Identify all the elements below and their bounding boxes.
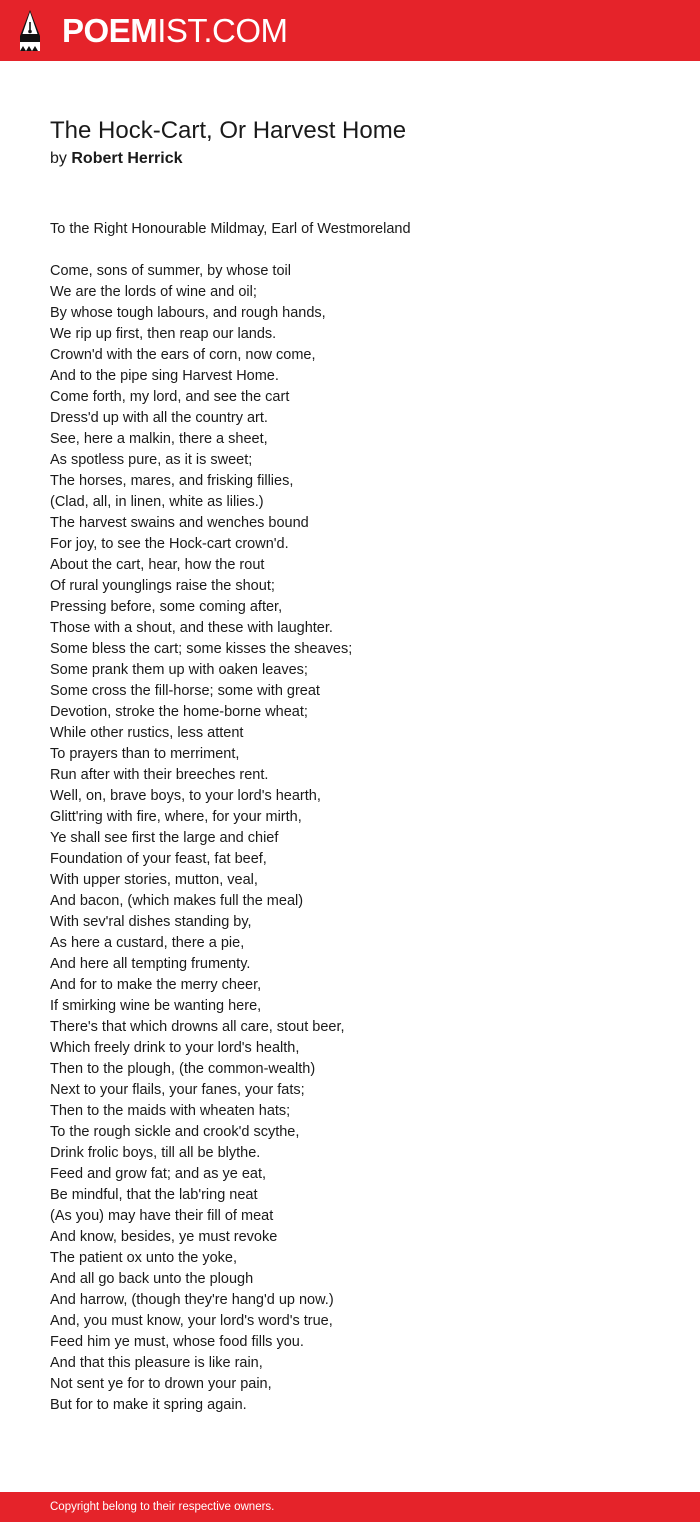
poem-line: As here a custard, there a pie, xyxy=(50,935,245,951)
poem-dedication: To the Right Honourable Mildmay, Earl of Westmoreland xyxy=(50,221,411,237)
poem-line: Run after with their breeches rent. xyxy=(50,767,269,783)
poem-line: Some bless the cart; some kisses the sheaves; xyxy=(50,641,353,657)
poem-line: We rip up first, then reap our lands. xyxy=(50,326,277,342)
poem-line: The patient ox unto the yoke, xyxy=(50,1250,238,1266)
poem-line: And to the pipe sing Harvest Home. xyxy=(50,368,279,384)
poem-line: Feed and grow fat; and as ye eat, xyxy=(50,1166,267,1182)
poem-line: (Clad, all, in linen, white as lilies.) xyxy=(50,494,264,510)
poem-line: If smirking wine be wanting here, xyxy=(50,998,262,1014)
poem-line: Dress'd up with all the country art. xyxy=(50,410,268,426)
poem-title: The Hock-Cart, Or Harvest Home xyxy=(50,117,407,144)
byline xyxy=(50,148,183,170)
site-header xyxy=(0,0,700,61)
site-footer xyxy=(0,1492,700,1522)
poem-line: Feed him ye must, whose food fills you. xyxy=(50,1334,304,1350)
poem-line: There's that which drowns all care, stout beer, xyxy=(50,1019,345,1035)
pen-nib-icon[interactable] xyxy=(18,10,42,51)
poem-line: Ye shall see first the large and chief xyxy=(50,830,279,846)
author-name: Robert Herrick xyxy=(71,150,183,167)
poem-line: Glitt'ring with fire, where, for your mirth, xyxy=(50,809,302,825)
poem-line: And harrow, (though they're hang'd up now.) xyxy=(50,1292,334,1308)
poem-line: Be mindful, that the lab'ring neat xyxy=(50,1187,258,1203)
poem-line: We are the lords of wine and oil; xyxy=(50,284,257,300)
poem-line: With sev'ral dishes standing by, xyxy=(50,914,252,930)
poem-line: And bacon, (which makes full the meal) xyxy=(50,893,304,909)
poem-line: The horses, mares, and frisking fillies, xyxy=(50,473,294,489)
poem-line: And all go back unto the plough xyxy=(50,1271,254,1287)
poem-line: While other rustics, less attent xyxy=(50,725,244,741)
poem-line: And that this pleasure is like rain, xyxy=(50,1355,263,1371)
poem-line: Those with a shout, and these with laughter. xyxy=(50,620,333,636)
poem-line: Devotion, stroke the home-borne wheat; xyxy=(50,704,308,720)
by-label: by xyxy=(50,150,67,167)
poem-line: Then to the plough, (the common-wealth) xyxy=(50,1061,316,1077)
poem-line: As spotless pure, as it is sweet; xyxy=(50,452,253,468)
poem-line: The harvest swains and wenches bound xyxy=(50,515,309,531)
poem-line: And here all tempting frumenty. xyxy=(50,956,251,972)
poem-line: To prayers than to merriment, xyxy=(50,746,240,762)
poem-body xyxy=(50,261,352,1416)
poem-line: And for to make the merry cheer, xyxy=(50,977,262,993)
poem-line: Which freely drink to your lord's health, xyxy=(50,1040,300,1056)
logo-light-text: IST.COM xyxy=(157,12,288,49)
poem-line: Some cross the fill-horse; some with great xyxy=(50,683,320,699)
poem-line: Come, sons of summer, by whose toil xyxy=(50,263,291,279)
copyright-text: Copyright belong to their respective owners. xyxy=(50,1501,275,1513)
site-logo[interactable] xyxy=(62,12,288,50)
poem-line: Drink frolic boys, till all be blythe. xyxy=(50,1145,261,1161)
poem-line: Then to the maids with wheaten hats; xyxy=(50,1103,291,1119)
poem-line: And know, besides, ye must revoke xyxy=(50,1229,278,1245)
poem-line: Well, on, brave boys, to your lord's hearth, xyxy=(50,788,321,804)
poem-line: With upper stories, mutton, veal, xyxy=(50,872,258,888)
poem-line: For joy, to see the Hock-cart crown'd. xyxy=(50,536,289,552)
poem-line: Crown'd with the ears of corn, now come, xyxy=(50,347,316,363)
poem-line: By whose tough labours, and rough hands, xyxy=(50,305,326,321)
logo-bold-text: POEM xyxy=(62,12,158,49)
poem-line: To the rough sickle and crook'd scythe, xyxy=(50,1124,300,1140)
poem-line: About the cart, hear, how the rout xyxy=(50,557,265,573)
poem-line: And, you must know, your lord's word's true, xyxy=(50,1313,333,1329)
poem-line: Not sent ye for to drown your pain, xyxy=(50,1376,272,1392)
poem-line: See, here a malkin, there a sheet, xyxy=(50,431,268,447)
poem-line: But for to make it spring again. xyxy=(50,1397,247,1413)
poem-line: (As you) may have their fill of meat xyxy=(50,1208,274,1224)
poem-line: Next to your flails, your fanes, your fats; xyxy=(50,1082,305,1098)
poem-line: Some prank them up with oaken leaves; xyxy=(50,662,308,678)
poem-line: Foundation of your feast, fat beef, xyxy=(50,851,267,867)
poem-line: Of rural younglings raise the shout; xyxy=(50,578,275,594)
poem-line: Pressing before, some coming after, xyxy=(50,599,283,615)
poem-line: Come forth, my lord, and see the cart xyxy=(50,389,290,405)
